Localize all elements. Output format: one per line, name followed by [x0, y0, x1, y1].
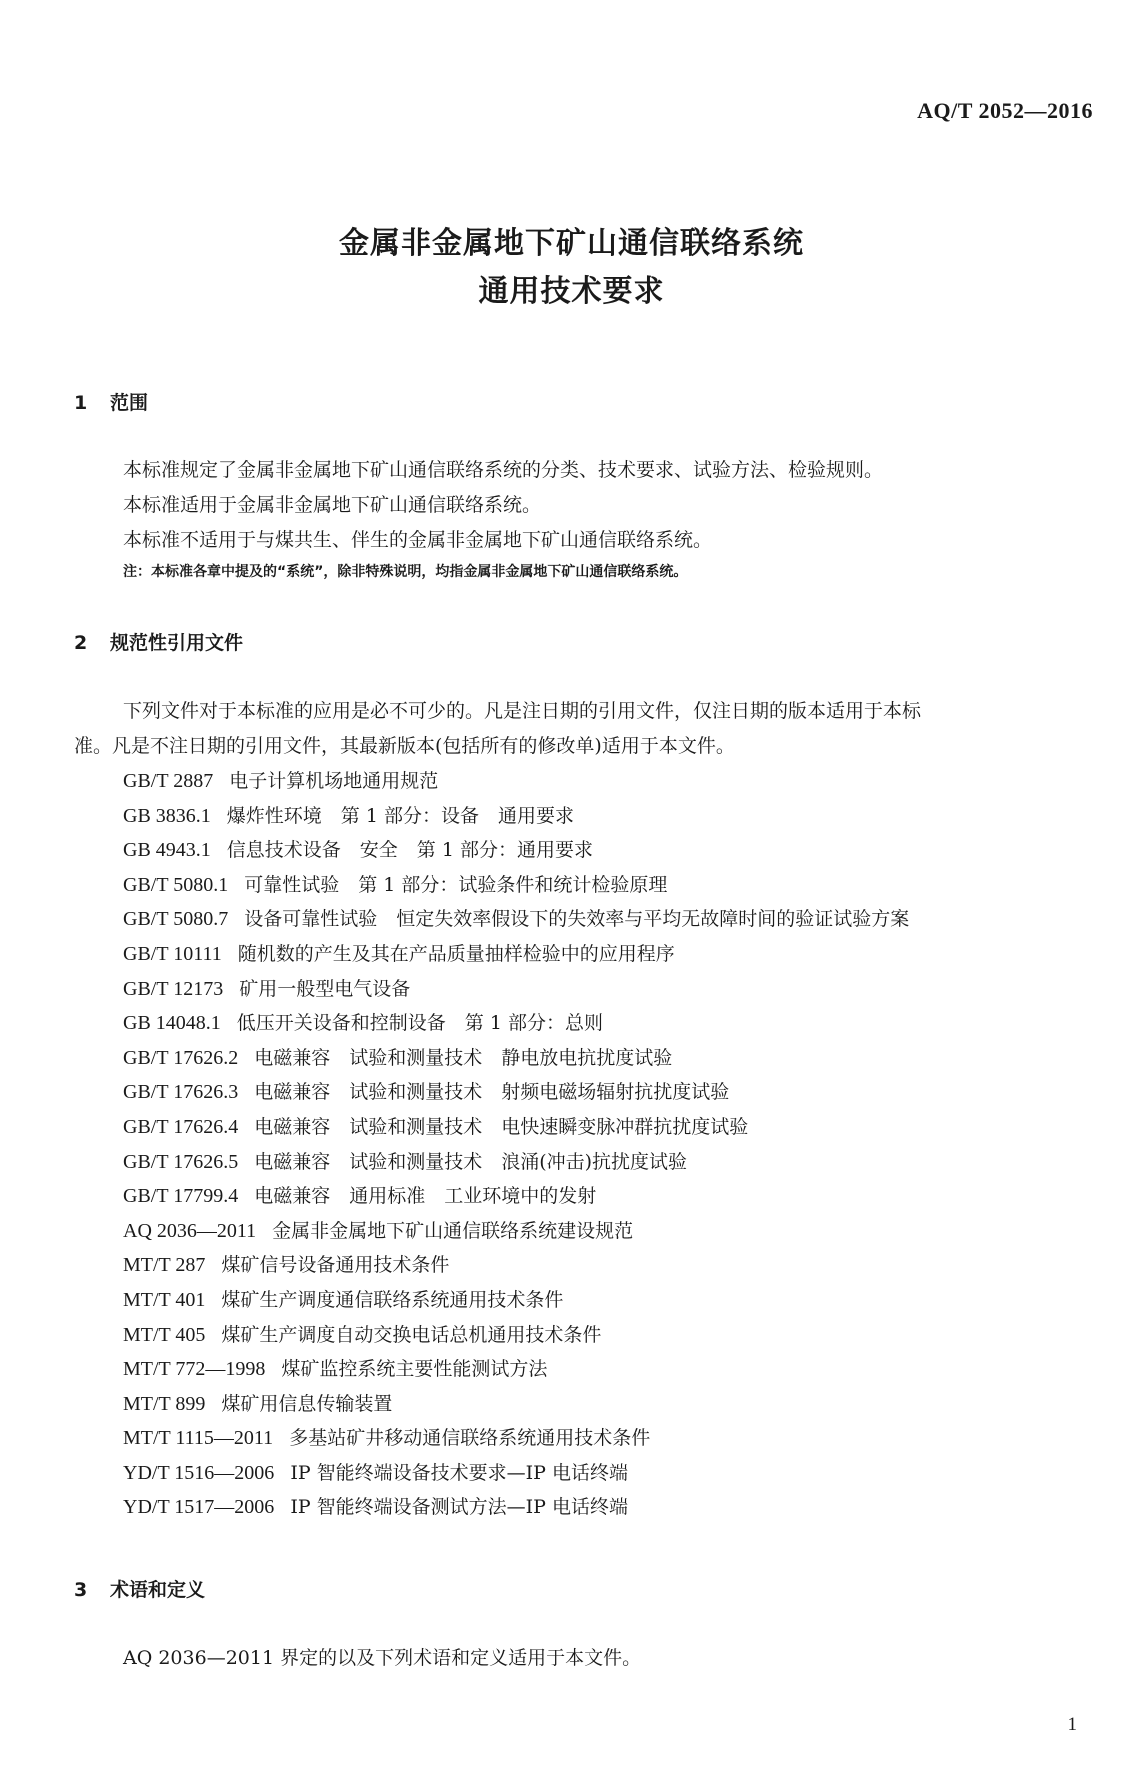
reference-title: 可靠性试验 第 1 部分：试验条件和统计检验原理 — [244, 873, 668, 896]
section-2-heading — [74, 628, 243, 655]
reference-item — [123, 972, 909, 1007]
reference-title: 煤矿信号设备通用技术条件 — [221, 1254, 450, 1277]
reference-title: 电磁兼容 通用标准 工业环境中的发射 — [254, 1185, 597, 1208]
reference-code: GB 4943.1 — [123, 839, 211, 862]
section-2-intro-line-1: 下列文件对于本标准的应用是必不可少的。凡是注日期的引用文件，仅注日期的版本适用于本标 — [123, 700, 922, 722]
reference-code: MT/T 405 — [123, 1323, 206, 1346]
reference-title: 矿用一般型电气设备 — [239, 977, 411, 1000]
reference-code: GB/T 17626.4 — [123, 1115, 239, 1138]
reference-title: 电磁兼容 试验和测量技术 射频电磁场辐射抗扰度试验 — [254, 1081, 730, 1104]
section-2-number: 2 — [74, 632, 88, 654]
reference-code: GB 3836.1 — [123, 804, 211, 827]
reference-item — [123, 1283, 909, 1318]
document-title-line-1: 金属非金属地下矿山通信联络系统 — [339, 226, 804, 261]
reference-title: 电磁兼容 试验和测量技术 电快速瞬变脉冲群抗扰度试验 — [254, 1115, 749, 1138]
reference-code: GB 14048.1 — [123, 1012, 221, 1035]
reference-title: 煤矿生产调度自动交换电话总机通用技术条件 — [221, 1323, 602, 1346]
reference-item — [123, 1145, 909, 1180]
reference-item — [123, 1387, 909, 1422]
reference-code: GB/T 17799.4 — [123, 1185, 239, 1208]
reference-code: GB/T 5080.7 — [123, 908, 229, 931]
reference-code: MT/T 772—1998 — [123, 1358, 266, 1381]
reference-item — [123, 1006, 909, 1041]
reference-code: GB/T 17626.2 — [123, 1046, 239, 1069]
reference-item — [123, 868, 909, 903]
reference-item — [123, 833, 909, 868]
reference-title: 煤矿生产调度通信联络系统通用技术条件 — [221, 1288, 564, 1311]
reference-code: MT/T 287 — [123, 1254, 206, 1277]
reference-item — [123, 1110, 909, 1145]
reference-item — [123, 1179, 909, 1214]
reference-code: YD/T 1517—2006 — [123, 1496, 275, 1519]
reference-title: 电磁兼容 试验和测量技术 静电放电抗扰度试验 — [254, 1046, 673, 1069]
reference-item — [123, 1214, 909, 1249]
reference-title: 随机数的产生及其在产品质量抽样检验中的应用程序 — [237, 942, 675, 965]
reference-title: IP 智能终端设备测试方法—IP 电话终端 — [290, 1496, 628, 1519]
reference-item — [123, 799, 909, 834]
reference-title: 电磁兼容 试验和测量技术 浪涌(冲击)抗扰度试验 — [254, 1150, 688, 1173]
reference-item — [123, 902, 909, 937]
reference-item — [123, 764, 909, 799]
reference-title: IP 智能终端设备技术要求—IP 电话终端 — [290, 1461, 628, 1484]
reference-code: MT/T 899 — [123, 1392, 206, 1415]
normative-references-list — [123, 764, 909, 1525]
section-1-title: 范围 — [110, 392, 149, 414]
reference-item — [123, 1352, 909, 1387]
reference-code: GB/T 17626.3 — [123, 1081, 239, 1104]
section-1-paragraph-2: 本标准适用于金属非金属地下矿山通信联络系统。 — [123, 494, 542, 516]
reference-item — [123, 1456, 909, 1491]
reference-item — [123, 1490, 909, 1525]
reference-item — [123, 1075, 909, 1110]
section-3-paragraph: AQ 2036—2011 界定的以及下列术语和定义适用于本文件。 — [123, 1647, 642, 1669]
section-1-paragraph-1: 本标准规定了金属非金属地下矿山通信联络系统的分类、技术要求、试验方法、检验规则。 — [123, 459, 884, 481]
section-2-title: 规范性引用文件 — [110, 632, 244, 654]
section-3-heading — [74, 1575, 205, 1602]
reference-code: AQ 2036—2011 — [123, 1219, 257, 1242]
section-3-number: 3 — [74, 1579, 88, 1601]
page-number: 1 — [1067, 1714, 1077, 1735]
reference-item — [123, 1248, 909, 1283]
section-3-title: 术语和定义 — [110, 1579, 206, 1601]
reference-code: MT/T 401 — [123, 1288, 206, 1311]
reference-item — [123, 1041, 909, 1076]
section-2-intro-line-2: 准。凡是不注日期的引用文件，其最新版本(包括所有的修改单)适用于本文件。 — [74, 735, 735, 757]
reference-title: 金属非金属地下矿山通信联络系统建设规范 — [272, 1219, 634, 1242]
reference-code: YD/T 1516—2006 — [123, 1461, 275, 1484]
section-1-paragraph-3: 本标准不适用于与煤共生、伴生的金属非金属地下矿山通信联络系统。 — [123, 529, 713, 551]
reference-item — [123, 937, 909, 972]
reference-code: GB/T 10111 — [123, 942, 222, 965]
section-1-heading — [74, 388, 148, 415]
reference-code: GB/T 2887 — [123, 770, 214, 792]
reference-title: 煤矿用信息传输装置 — [221, 1392, 393, 1415]
reference-code: GB/T 5080.1 — [123, 873, 229, 896]
reference-code: GB/T 12173 — [123, 977, 224, 1000]
reference-title: 煤矿监控系统主要性能测试方法 — [281, 1358, 548, 1381]
reference-title: 爆炸性环境 第 1 部分：设备 通用要求 — [226, 804, 574, 827]
reference-title: 设备可靠性试验 恒定失效率假设下的失效率与平均无故障时间的验证试验方案 — [244, 908, 910, 931]
standard-code: AQ/T 2052—2016 — [917, 98, 1093, 123]
reference-title: 多基站矿井移动通信联络系统通用技术条件 — [289, 1427, 651, 1450]
section-1-note: 注：本标准各章中提及的“系统”，除非特殊说明，均指金属非金属地下矿山通信联络系统。 — [123, 564, 688, 580]
section-1-number: 1 — [74, 392, 88, 414]
reference-title: 信息技术设备 安全 第 1 部分：通用要求 — [226, 839, 593, 862]
document-title-line-2: 通用技术要求 — [478, 274, 665, 309]
reference-code: MT/T 1115—2011 — [123, 1427, 274, 1450]
reference-title: 电子计算机场地通用规范 — [229, 770, 439, 792]
reference-title: 低压开关设备和控制设备 第 1 部分：总则 — [236, 1012, 603, 1035]
reference-item — [123, 1421, 909, 1456]
reference-item — [123, 1318, 909, 1353]
reference-code: GB/T 17626.5 — [123, 1150, 239, 1173]
